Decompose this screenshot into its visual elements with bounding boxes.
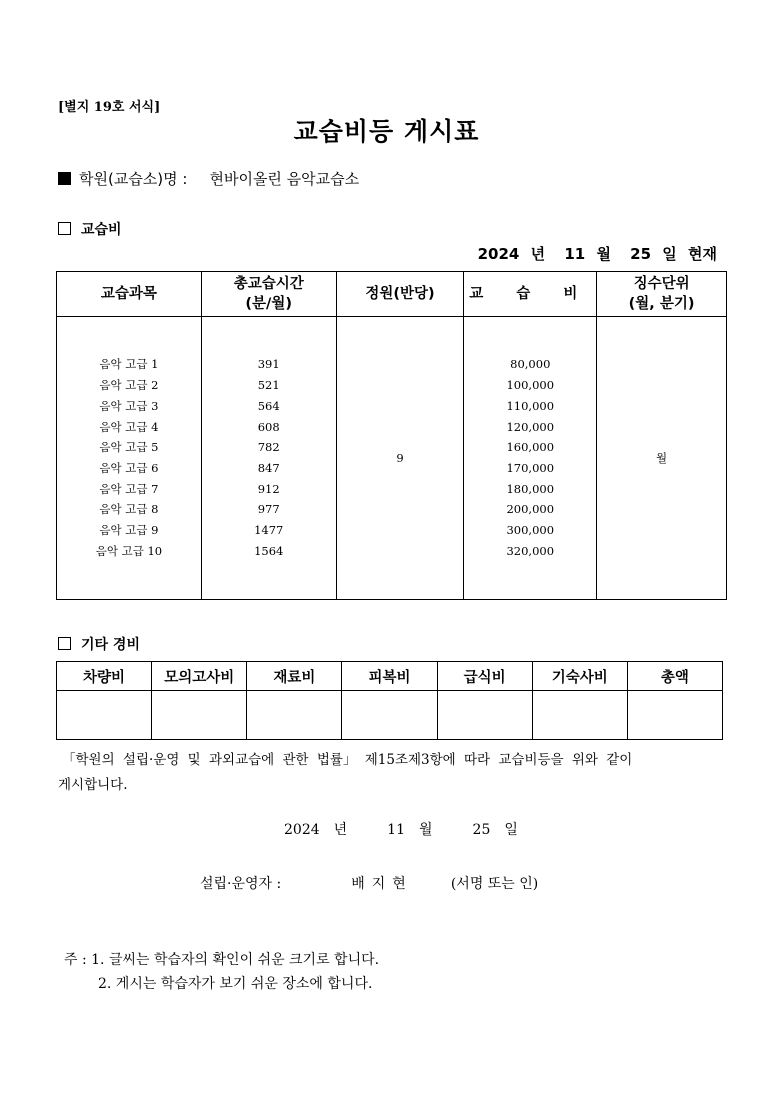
academy-line xyxy=(58,168,359,189)
sign-year: 2024 xyxy=(284,822,320,838)
other-expense-header-cell: 기숙사비 xyxy=(532,662,627,691)
as-of-day: 25 xyxy=(630,245,652,263)
other-expense-value-cell xyxy=(342,691,437,740)
other-section-title: 기타 경비 xyxy=(81,637,140,653)
academy-label: 학원(교습소)명 : xyxy=(79,170,188,188)
statement-line-2: 게시합니다. xyxy=(58,777,128,793)
other-expense-value-cell xyxy=(247,691,342,740)
fee-item: 160,000 xyxy=(506,440,555,455)
course-list xyxy=(96,354,162,561)
other-expense-header-cell: 차량비 xyxy=(57,662,152,691)
course-item: 음악 고급 8 xyxy=(99,502,159,517)
fee-section-title: 교습비 xyxy=(81,222,122,238)
fee-section-heading xyxy=(58,219,122,239)
other-expense-header xyxy=(57,662,723,691)
course-item: 음악 고급 1 xyxy=(99,357,159,372)
fee-table-header xyxy=(57,272,727,317)
page-title: 교습비등 게시표 xyxy=(293,117,480,146)
fee-table xyxy=(56,271,727,600)
as-of-suffix: 현재 xyxy=(688,245,717,263)
header-unit-line1: 징수단위 xyxy=(633,276,690,292)
founder-line xyxy=(200,873,538,893)
fee-cell xyxy=(464,317,597,600)
fee-item: 120,000 xyxy=(506,419,555,434)
hours-item: 564 xyxy=(257,398,280,413)
note-1: 주 : 1. 글씨는 학습자의 확인이 쉬운 크기로 합니다. xyxy=(64,952,380,968)
course-item: 음악 고급 6 xyxy=(99,461,159,475)
capacity-cell: 9 xyxy=(336,317,464,600)
course-item: 음악 고급 7 xyxy=(99,481,159,496)
note-2: 2. 게시는 학습자가 보기 쉬운 장소에 합니다. xyxy=(98,976,373,992)
hours-item: 608 xyxy=(257,419,280,434)
fee-item: 110,000 xyxy=(506,398,555,413)
header-unit xyxy=(597,272,727,317)
other-expense-header-cell: 재료비 xyxy=(247,662,342,691)
course-item: 음악 고급 5 xyxy=(99,440,159,455)
other-expense-header-cell: 모의고사비 xyxy=(152,662,247,691)
course-item: 음악 고급 2 xyxy=(99,378,159,393)
academy-name: 현바이올린 음악교습소 xyxy=(209,170,360,188)
fee-table-body xyxy=(57,317,727,600)
fee-list xyxy=(506,354,554,561)
sign-date xyxy=(284,819,532,839)
empty-square-icon xyxy=(58,637,71,650)
header-hours-line1: 총교습시간 xyxy=(233,276,304,292)
other-expense-value-cell xyxy=(532,691,627,740)
fee-item: 100,000 xyxy=(506,378,555,393)
other-expense-value-cell xyxy=(152,691,247,740)
header-capacity: 정원(반당) xyxy=(336,272,464,317)
filled-square-icon xyxy=(58,172,71,185)
as-of-year: 2024 xyxy=(477,245,520,263)
as-of-month: 11 xyxy=(564,245,586,263)
sign-day-unit: 일 xyxy=(504,822,518,838)
other-expense-value-cell xyxy=(57,691,152,740)
sign-month: 11 xyxy=(387,822,405,838)
hours-cell xyxy=(201,317,336,600)
hours-item: 977 xyxy=(257,502,280,517)
form-number: [별지 19호 서식] xyxy=(58,100,161,115)
other-expense-header-cell: 급식비 xyxy=(437,662,532,691)
other-expense-value-cell xyxy=(627,691,722,740)
notes xyxy=(64,948,379,996)
as-of-date xyxy=(472,243,717,264)
hours-item: 1477 xyxy=(254,523,284,538)
course-item: 음악 고급 10 xyxy=(95,543,163,558)
header-course: 교습과목 xyxy=(57,272,202,317)
course-item: 음악 고급 3 xyxy=(99,398,159,413)
hours-item: 1564 xyxy=(254,543,284,558)
fee-item: 180,000 xyxy=(506,481,555,496)
fee-item: 170,000 xyxy=(506,461,555,475)
fee-item: 200,000 xyxy=(506,502,555,517)
empty-square-icon xyxy=(58,222,71,235)
other-expense-table xyxy=(56,661,723,740)
other-section-heading xyxy=(58,634,140,654)
sign-year-unit: 년 xyxy=(333,822,348,838)
hours-item: 391 xyxy=(257,357,280,372)
as-of-year-unit: 년 xyxy=(530,245,546,263)
other-expense-values xyxy=(57,691,723,740)
other-expense-value-cell xyxy=(437,691,532,740)
header-fee: 교 습 비 xyxy=(464,272,597,317)
other-expense-header-cell: 피복비 xyxy=(342,662,437,691)
statement-line-1: 「학원의 설립·운영 및 과외교습에 관한 법률」 제15조제3항에 따라 교습비등을 위와 같이 xyxy=(62,752,633,768)
signature-note: (서명 또는 인) xyxy=(450,876,539,892)
hours-item: 521 xyxy=(257,378,280,393)
unit-cell: 월 xyxy=(597,317,727,600)
as-of-month-unit: 월 xyxy=(596,245,611,263)
header-unit-line2: (월, 분기) xyxy=(628,296,695,312)
hours-item: 912 xyxy=(257,481,280,496)
header-hours-line2: (분/월) xyxy=(245,296,292,312)
founder-name: 배지현 xyxy=(351,876,413,892)
hours-list xyxy=(254,354,283,561)
other-expense-header-cell: 총액 xyxy=(627,662,722,691)
course-item: 음악 고급 4 xyxy=(99,419,159,434)
fee-item: 300,000 xyxy=(506,523,555,538)
fee-item: 80,000 xyxy=(510,357,551,372)
course-cell xyxy=(57,317,202,600)
hours-item: 782 xyxy=(257,440,280,455)
as-of-day-unit: 일 xyxy=(662,245,677,263)
fee-item: 320,000 xyxy=(506,543,555,558)
header-hours xyxy=(201,272,336,317)
founder-label: 설립·운영자 : xyxy=(200,876,282,892)
sign-month-unit: 월 xyxy=(419,822,433,838)
hours-item: 847 xyxy=(257,461,280,475)
sign-day: 25 xyxy=(472,822,491,838)
course-item: 음악 고급 9 xyxy=(99,523,159,538)
